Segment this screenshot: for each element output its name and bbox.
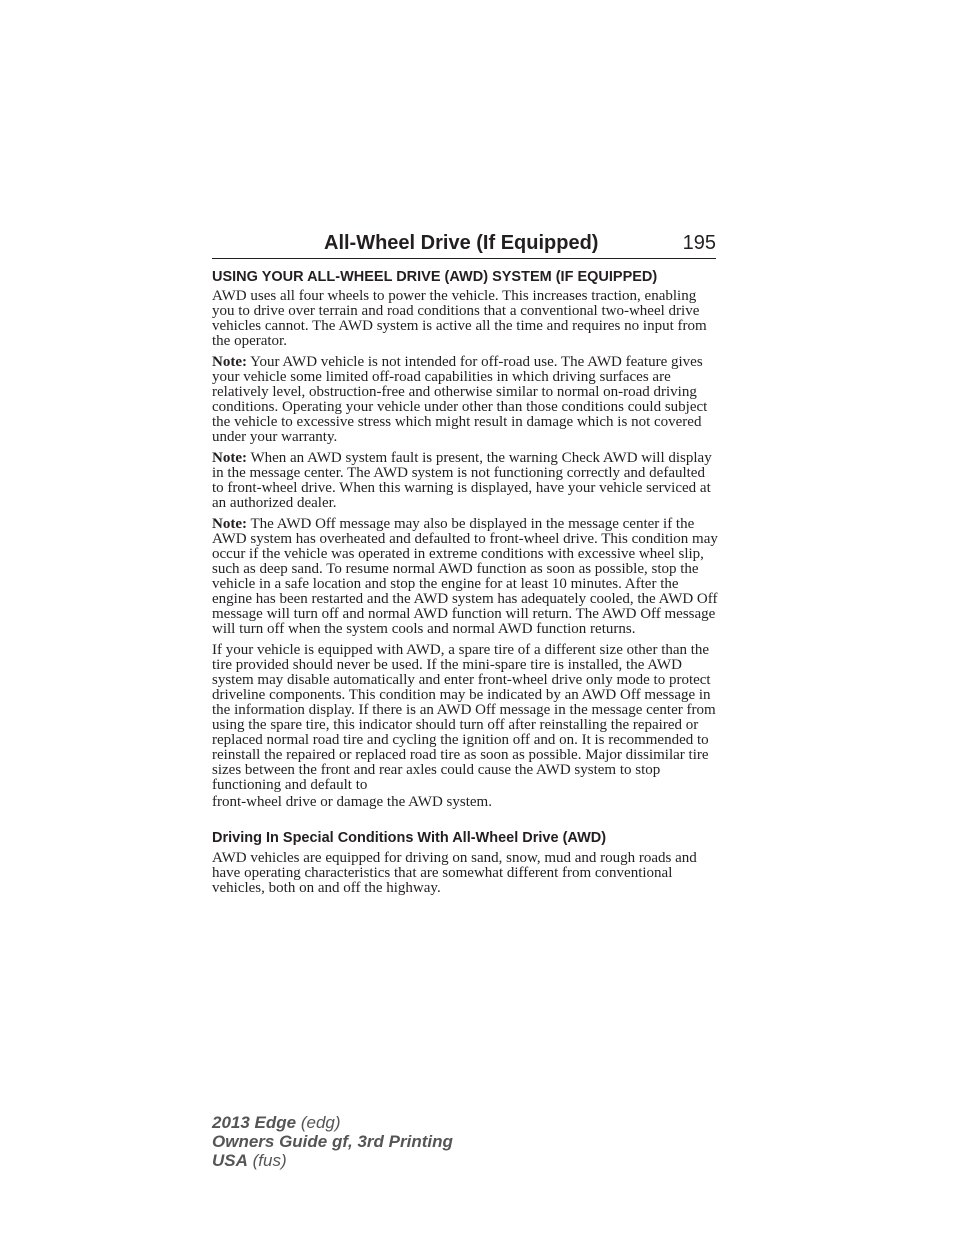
- chapter-title: All-Wheel Drive (If Equipped): [324, 232, 599, 254]
- note-paragraph-2: [212, 451, 718, 511]
- note-label: Note:: [212, 354, 247, 370]
- note-paragraph-1: [212, 355, 718, 445]
- page-header: [212, 230, 716, 259]
- page-content: [212, 267, 718, 902]
- footer-market-code: (fus): [247, 1151, 287, 1170]
- page-footer: [212, 1113, 453, 1170]
- page-number: 195: [682, 232, 716, 254]
- subsection-paragraph: AWD vehicles are equipped for driving on sand, snow, mud and rough roads and have operating characteristics that are somewhat different from conventional vehicles, both on and off the highway.: [212, 850, 697, 896]
- footer-model: 2013 Edge: [212, 1113, 297, 1132]
- footer-guide: Owners Guide gf, 3rd Printing: [212, 1132, 453, 1151]
- intro-paragraph: AWD uses all four wheels to power the vehicle. This increases traction, enabling you to drive over terrain and road conditions that a conventional two-wheel drive vehicles cannot. The AWD system is active all the time and requires no input from the operator.: [212, 288, 707, 349]
- footer-line-model: [212, 1113, 453, 1132]
- spare-tire-text: If your vehicle is equipped with AWD, a spare tire of a different size other than the tire provided should never be used. If the mini-spare tire is installed, the AWD system may disable automatically and enter front-wheel drive only mode to protect driveline components. This condition may be indicated by an AWD Off message in the information display. If there is an AWD Off message in the message center from using the spare tire, this indicator should turn off after reinstalling the repaired or replaced normal road tire and cycling the ignition off and on. It is recommended to reinstall the repaired or replaced road tire as soon as possible. Major dissimilar tire sizes between the front and rear axles could cause the AWD system to stop functioning and default to: [212, 642, 716, 793]
- footer-model-code: (edg): [296, 1113, 341, 1132]
- spare-tire-last-line: front-wheel drive or damage the AWD system.: [212, 794, 492, 810]
- subsection-heading: Driving In Special Conditions With All-Wheel Drive (AWD): [212, 830, 607, 846]
- note-text: Your AWD vehicle is not intended for off-road use. The AWD feature gives your vehicle some limited off-road capabilities in which driving surfaces are relatively level, obstruction-free and otherwise similar to normal on-road driving conditions. Operating your vehicle under other than those conditions could subject the vehicle to excessive stress which might result in damage which is not covered under your warranty.: [212, 354, 708, 445]
- note-text: The AWD Off message may also be displayed in the message center if the AWD system has overheated and defaulted to front-wheel drive. This condition may occur if the vehicle was operated in extreme conditions with excessive wheel slip, such as deep sand. To resume normal AWD function as soon as possible, stop the vehicle in a safe location and stop the engine for at least 10 minutes. After the engine has been restarted and the AWD system has adequately cooled, the AWD Off message will turn off and normal AWD function will return. The AWD Off message will turn off when the system cools and normal AWD function returns.: [212, 516, 718, 637]
- footer-line-market: [212, 1151, 453, 1170]
- section-heading: USING YOUR ALL-WHEEL DRIVE (AWD) SYSTEM (IF EQUIPPED): [212, 269, 658, 285]
- note-text: When an AWD system fault is present, the warning Check AWD will display in the message center. The AWD system is not functioning correctly and defaulted to front-wheel drive. When this warning is displayed, have your vehicle serviced at an authorized dealer.: [212, 450, 712, 511]
- note-label: Note:: [212, 450, 247, 466]
- footer-market: USA: [212, 1151, 248, 1170]
- note-paragraph-3: [212, 517, 718, 637]
- footer-line-guide: [212, 1132, 453, 1151]
- spare-tire-paragraph: [212, 643, 718, 810]
- note-label: Note:: [212, 516, 247, 532]
